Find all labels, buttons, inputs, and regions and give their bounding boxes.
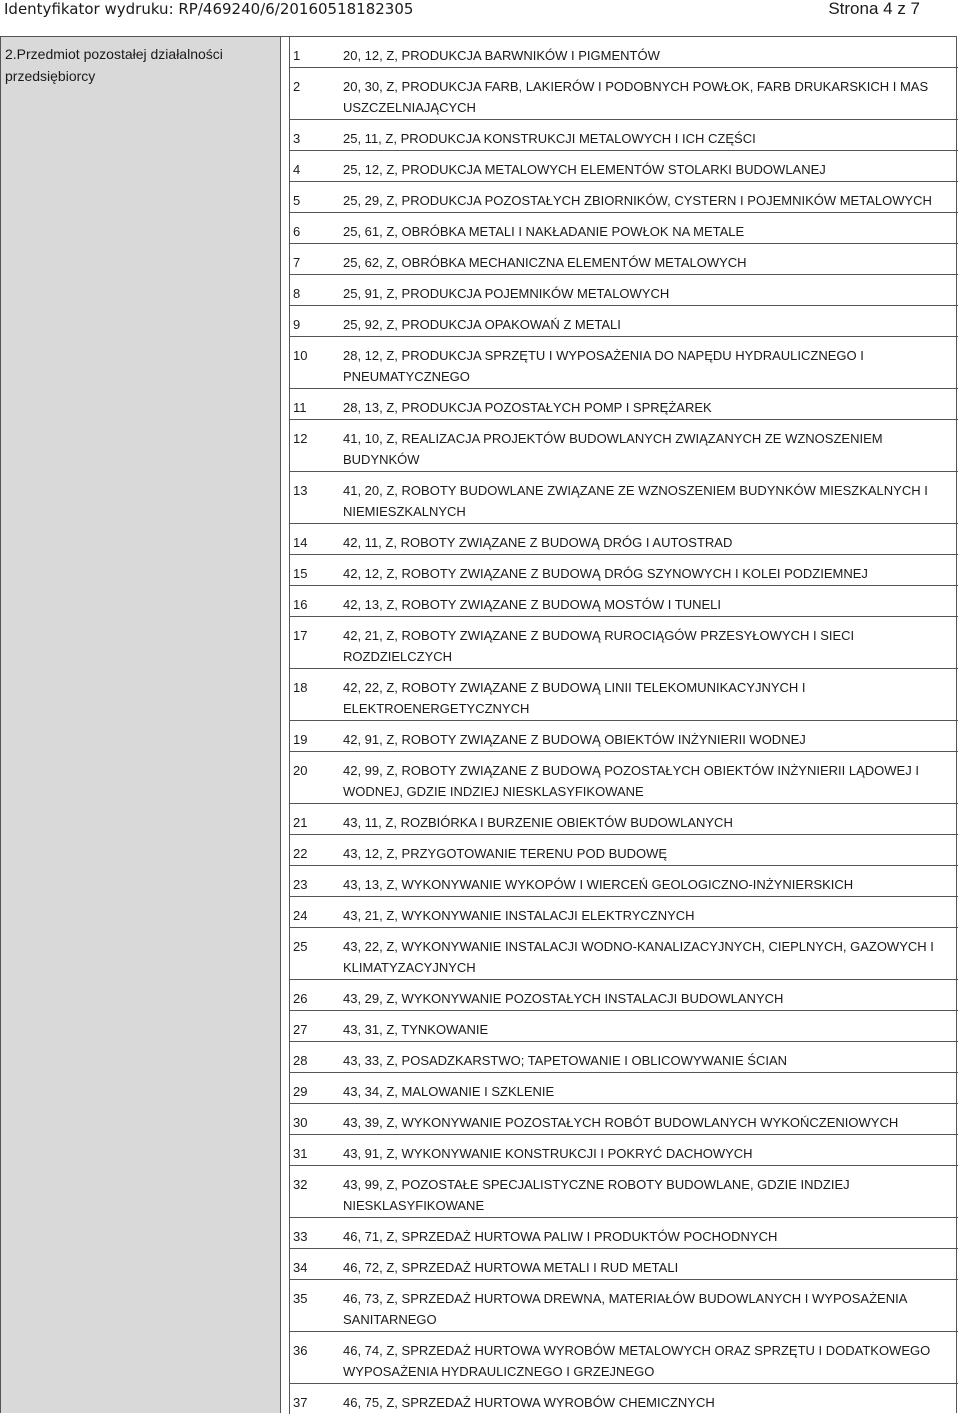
row-number: 13 [293,483,308,498]
activity-text: 25, 11, Z, PRODUKCJA KONSTRUKCJI METALOWYCH I ICH CZĘŚCI [343,131,756,146]
activity-section [0,36,957,1413]
activity-text: 43, 91, Z, WYKONYWANIE KONSTRUKCJI I POKRYĆ DACHOWYCH [343,1146,753,1161]
activity-text: 43, 33, Z, POSADZKARSTWO; TAPETOWANIE I OBLICOWYWANIE ŚCIAN [343,1053,788,1068]
table-row [290,835,958,866]
row-number: 16 [293,597,308,612]
activity-text: 42, 11, Z, ROBOTY ZWIĄZANE Z BUDOWĄ DRÓG I AUTOSTRAD [343,535,733,550]
activity-text: 43, 13, Z, WYKONYWANIE WYKOPÓW I WIERCEŃ GEOLOGICZNO-INŻYNIERSKICH [343,877,854,892]
row-number: 24 [293,908,308,923]
activity-text: 43, 34, Z, MALOWANIE I SZKLENIE [343,1084,555,1099]
activity-text: 25, 91, Z, PRODUKCJA POJEMNIKÓW METALOWYCH [343,286,670,301]
table-row [290,1042,958,1073]
table-row [290,1104,958,1135]
row-number: 7 [293,255,301,270]
table-row [290,586,958,617]
table-row [290,866,958,897]
row-number: 32 [293,1177,308,1192]
activity-text: 46, 72, Z, SPRZEDAŻ HURTOWA METALI I RUD METALI [343,1260,679,1275]
row-number: 15 [293,566,308,581]
table-row [290,1384,958,1414]
activity-text: 25, 62, Z, OBRÓBKA MECHANICZNA ELEMENTÓW METALOWYCH [343,255,747,270]
activity-list [289,37,958,1414]
table-row [290,555,958,586]
row-number: 25 [293,939,308,954]
row-number: 31 [293,1146,308,1161]
row-number: 6 [293,224,301,239]
row-number: 37 [293,1395,308,1410]
activity-text: 42, 21, Z, ROBOTY ZWIĄZANE Z BUDOWĄ RUROCIĄGÓW PRZESYŁOWYCH I SIECI ROZDZIELCZYCH [343,628,855,664]
activity-text: 20, 30, Z, PRODUKCJA FARB, LAKIERÓW I PODOBNYCH POWŁOK, FARB DRUKARSKICH I MAS USZCZELNIAJĄCYCH [343,79,929,115]
row-number: 26 [293,991,308,1006]
activity-text: 42, 91, Z, ROBOTY ZWIĄZANE Z BUDOWĄ OBIEKTÓW INŻYNIERII WODNEJ [343,732,806,747]
row-number: 20 [293,763,308,778]
table-row [290,68,958,120]
activity-text: 46, 73, Z, SPRZEDAŻ HURTOWA DREWNA, MATERIAŁÓW BUDOWLANYCH I WYPOSAŻENIA SANITARNEGO [343,1291,907,1327]
activity-text: 42, 12, Z, ROBOTY ZWIĄZANE Z BUDOWĄ DRÓG SZYNOWYCH I KOLEI PODZIEMNEJ [343,566,868,581]
table-row [290,1073,958,1104]
row-number: 34 [293,1260,308,1275]
activity-text: 25, 29, Z, PRODUKCJA POZOSTAŁYCH ZBIORNIKÓW, CYSTERN I POJEMNIKÓW METALOWYCH [343,193,932,208]
row-number: 21 [293,815,308,830]
table-row [290,1332,958,1384]
table-row [290,669,958,721]
activity-text: 43, 39, Z, WYKONYWANIE POZOSTAŁYCH ROBÓT BUDOWLANYCH WYKOŃCZENIOWYCH [343,1115,899,1130]
activity-text: 43, 22, Z, WYKONYWANIE INSTALACJI WODNO-KANALIZACYJNYCH, CIEPLNYCH, GAZOWYCH I KLIMATYZACYJNYCH [343,939,934,975]
activity-text: 28, 13, Z, PRODUKCJA POZOSTAŁYCH POMP I SPRĘŻAREK [343,400,712,415]
activity-text: 25, 92, Z, PRODUKCJA OPAKOWAŃ Z METALI [343,317,621,332]
row-number: 1 [293,48,301,63]
activity-text: 25, 61, Z, OBRÓBKA METALI I NAKŁADANIE POWŁOK NA METALE [343,224,745,239]
activity-text: 43, 29, Z, WYKONYWANIE POZOSTAŁYCH INSTALACJI BUDOWLANYCH [343,991,784,1006]
row-number: 35 [293,1291,308,1306]
activity-text: 20, 12, Z, PRODUKCJA BARWNIKÓW I PIGMENTÓW [343,48,660,63]
activity-text: 46, 71, Z, SPRZEDAŻ HURTOWA PALIW I PRODUKTÓW POCHODNYCH [343,1229,778,1244]
activity-text: 41, 20, Z, ROBOTY BUDOWLANE ZWIĄZANE ZE WZNOSZENIEM BUDYNKÓW MIESZKALNYCH I NIEMIESZKALNYCH [343,483,928,519]
activity-text: 43, 31, Z, TYNKOWANIE [343,1022,489,1037]
row-number: 3 [293,131,301,146]
row-number: 14 [293,535,308,550]
table-row [290,1166,958,1218]
activity-text: 46, 75, Z, SPRZEDAŻ HURTOWA WYROBÓW CHEMICZNYCH [343,1395,715,1410]
row-number: 8 [293,286,301,301]
table-row [290,1280,958,1332]
section-title: 2.Przedmiot pozostałej działalności przedsiębiorcy [5,46,223,84]
row-number: 2 [293,79,301,94]
table-row [290,1135,958,1166]
table-row [290,472,958,524]
activity-text: 41, 10, Z, REALIZACJA PROJEKTÓW BUDOWLANYCH ZWIĄZANYCH ZE WZNOSZENIEM BUDYNKÓW [343,431,883,467]
table-row [290,389,958,420]
table-row [290,337,958,389]
table-row [290,928,958,980]
activity-text: 43, 11, Z, ROZBIÓRKA I BURZENIE OBIEKTÓW BUDOWLANYCH [343,815,733,830]
print-identifier: Identyfikator wydruku: RP/469240/6/20160518182305 [4,0,414,18]
activity-text: 43, 12, Z, PRZYGOTOWANIE TERENU POD BUDOWĘ [343,846,668,861]
row-number: 30 [293,1115,308,1130]
activity-text: 43, 21, Z, WYKONYWANIE INSTALACJI ELEKTRYCZNYCH [343,908,695,923]
row-number: 33 [293,1229,308,1244]
activity-text: 42, 22, Z, ROBOTY ZWIĄZANE Z BUDOWĄ LINII TELEKOMUNIKACYJNYCH I ELEKTROENERGETYCZNYCH [343,680,806,716]
row-number: 9 [293,317,301,332]
activity-text: 42, 13, Z, ROBOTY ZWIĄZANE Z BUDOWĄ MOSTÓW I TUNELI [343,597,722,612]
table-row [290,1218,958,1249]
table-row [290,721,958,752]
table-row [290,151,958,182]
activity-text: 42, 99, Z, ROBOTY ZWIĄZANE Z BUDOWĄ POZOSTAŁYCH OBIEKTÓW INŻYNIERII LĄDOWEJ I WODNEJ, GDZIE INDZIEJ NIESKLASYFIKOWANE [343,763,919,799]
table-row [290,897,958,928]
row-number: 27 [293,1022,308,1037]
table-row [290,37,958,68]
activity-text: 46, 74, Z, SPRZEDAŻ HURTOWA WYROBÓW METALOWYCH ORAZ SPRZĘTU I DODATKOWEGO WYPOSAŻENIA HYDRAULICZNEGO I GRZEJNEGO [343,1343,931,1379]
table-row [290,182,958,213]
section-label-cell [1,37,281,1413]
row-number: 19 [293,732,308,747]
row-number: 28 [293,1053,308,1068]
row-number: 5 [293,193,301,208]
row-number: 10 [293,348,308,363]
row-number: 17 [293,628,308,643]
table-row [290,420,958,472]
table-row [290,306,958,337]
row-number: 12 [293,431,308,446]
page-number: Strona 4 z 7 [828,0,920,18]
row-number: 11 [293,400,307,415]
table-row [290,213,958,244]
row-number: 36 [293,1343,308,1358]
table-row [290,1249,958,1280]
row-number: 22 [293,846,308,861]
print-header [0,0,960,28]
row-number: 23 [293,877,308,892]
activity-text: 28, 12, Z, PRODUKCJA SPRZĘTU I WYPOSAŻENIA DO NAPĘDU HYDRAULICZNEGO I PNEUMATYCZNEGO [343,348,864,384]
table-row [290,752,958,804]
table-row [290,1011,958,1042]
table-row [290,244,958,275]
table-row [290,617,958,669]
table-row [290,275,958,306]
row-number: 29 [293,1084,308,1099]
row-number: 18 [293,680,308,695]
table-row [290,804,958,835]
table-row [290,120,958,151]
table-row [290,980,958,1011]
row-number: 4 [293,162,301,177]
activity-text: 43, 99, Z, POZOSTAŁE SPECJALISTYCZNE ROBOTY BUDOWLANE, GDZIE INDZIEJ NIESKLASYFIKOWANE [343,1177,850,1213]
activity-text: 25, 12, Z, PRODUKCJA METALOWYCH ELEMENTÓW STOLARKI BUDOWLANEJ [343,162,826,177]
table-row [290,524,958,555]
